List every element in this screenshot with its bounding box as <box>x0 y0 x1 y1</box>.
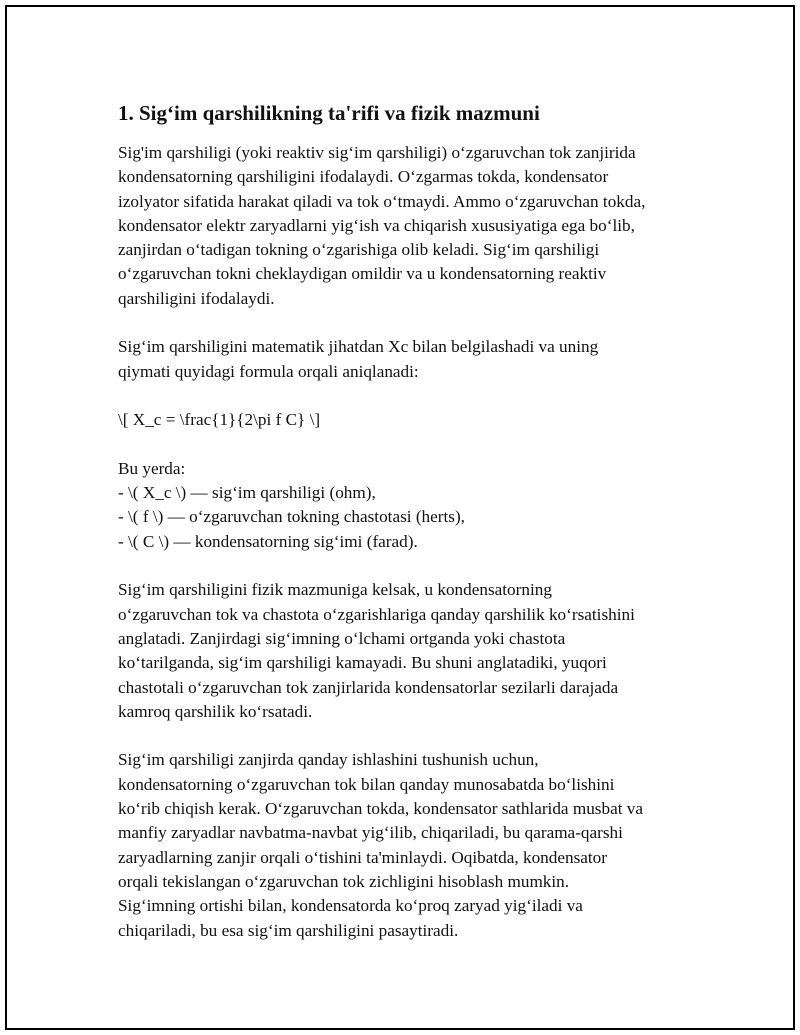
paragraph-gap <box>118 724 708 748</box>
legend-title: Bu yerda: <box>118 458 186 478</box>
paragraph-definition <box>118 141 708 311</box>
text-line: izolyator sifatida harakat qiladi va tok o‘tmaydi. Ammo o‘zgaruvchan tokda, <box>118 191 646 211</box>
page-frame <box>5 5 795 1030</box>
legend-item: - \( X_c \) — sig‘im qarshiligi (ohm), <box>118 483 376 503</box>
text-line: qiymati quyidagi formula orqali aniqlanadi: <box>118 361 419 381</box>
paragraph-gap <box>118 433 708 457</box>
text-line: Sig'im qarshiligi (yoki reaktiv sig‘im qarshiligi) o‘zgaruvchan tok zanjirida <box>118 143 636 162</box>
paragraph-physical-meaning <box>118 578 708 724</box>
text-line: o‘zgaruvchan tokni cheklaydigan omildir va u kondensatorning reaktiv <box>118 264 607 284</box>
legend-item: - \( f \) — o‘zgaruvchan tokning chastotasi (herts), <box>118 507 465 527</box>
text-line: chiqariladi, bu esa sig‘im qarshiligini pasaytiradi. <box>118 920 459 940</box>
text-line: chastotali o‘zgaruvchan tok zanjirlarida kondensatorlar sezilarli darajada <box>118 677 619 697</box>
text-line: anglatadi. Zanjirdagi sig‘imning o‘lchami ortganda yoki chastota <box>118 628 566 648</box>
text-line: kondensatorning qarshiligini ifodalaydi. O‘zgarmas tokda, kondensator <box>118 167 609 187</box>
formula-block <box>118 408 708 432</box>
text-line: zanjirdan o‘tadigan tokning o‘zgarishiga olib keladi. Sig‘im qarshiligi <box>118 240 600 260</box>
paragraph-gap <box>118 384 708 408</box>
text-line: ko‘tarilganda, sig‘im qarshiligi kamayadi. Bu shuni anglatadiki, yuqori <box>118 653 607 673</box>
text-line: o‘zgaruvchan tok va chastota o‘zgarishlariga qanday qarshilik ko‘rsatishini <box>118 604 635 624</box>
text-line: kondensator elektr zaryadlarni yig‘ish va chiqarish xususiyatiga ega bo‘lib, <box>118 215 635 235</box>
text-line: Sig‘im qarshiligini matematik jihatdan Xc bilan belgilashadi va uning <box>118 337 599 357</box>
text-line: ko‘rib chiqish kerak. O‘zgaruvchan tokda, kondensator sathlarida musbat va <box>118 799 644 819</box>
paragraph-circuit-behavior <box>118 748 708 942</box>
paragraph-formula-intro <box>118 335 708 384</box>
formula-line: \[ X_c = \frac{1}{2\pi f C} \] <box>118 410 321 430</box>
variable-legend <box>118 457 708 554</box>
text-line: qarshiligini ifodalaydi. <box>118 288 275 308</box>
text-line: kondensatorning o‘zgaruvchan tok bilan qanday munosabatda bo‘lishini <box>118 774 615 794</box>
text-line: kamroq qarshilik ko‘rsatadi. <box>118 701 313 721</box>
section-heading: 1. Sig‘im qarshilikning ta'rifi va fizik mazmuni <box>118 101 540 125</box>
text-line: Sig‘im qarshiligini fizik mazmuniga kelsak, u kondensatorning <box>118 580 552 600</box>
paragraph-gap <box>118 554 708 578</box>
legend-item: - \( C \) — kondensatorning sig‘imi (farad). <box>118 531 418 551</box>
text-line: Sig‘imning ortishi bilan, kondensatorda ko‘proq zaryad yig‘iladi va <box>118 896 583 916</box>
text-line: Sig‘im qarshiligi zanjirda qanday ishlashini tushunish uchun, <box>118 750 539 770</box>
text-line: zaryadlarning zanjir orqali o‘tishini ta'minlaydi. Oqibatda, kondensator <box>118 847 607 867</box>
document-body <box>118 99 708 943</box>
paragraph-gap <box>118 311 708 335</box>
text-line: orqali tekislangan o‘zgaruvchan tok zichligini hisoblash mumkin. <box>118 871 570 891</box>
text-line: manfiy zaryadlar navbatma-navbat yig‘ilib, chiqariladi, bu qarama-qarshi <box>118 823 623 843</box>
